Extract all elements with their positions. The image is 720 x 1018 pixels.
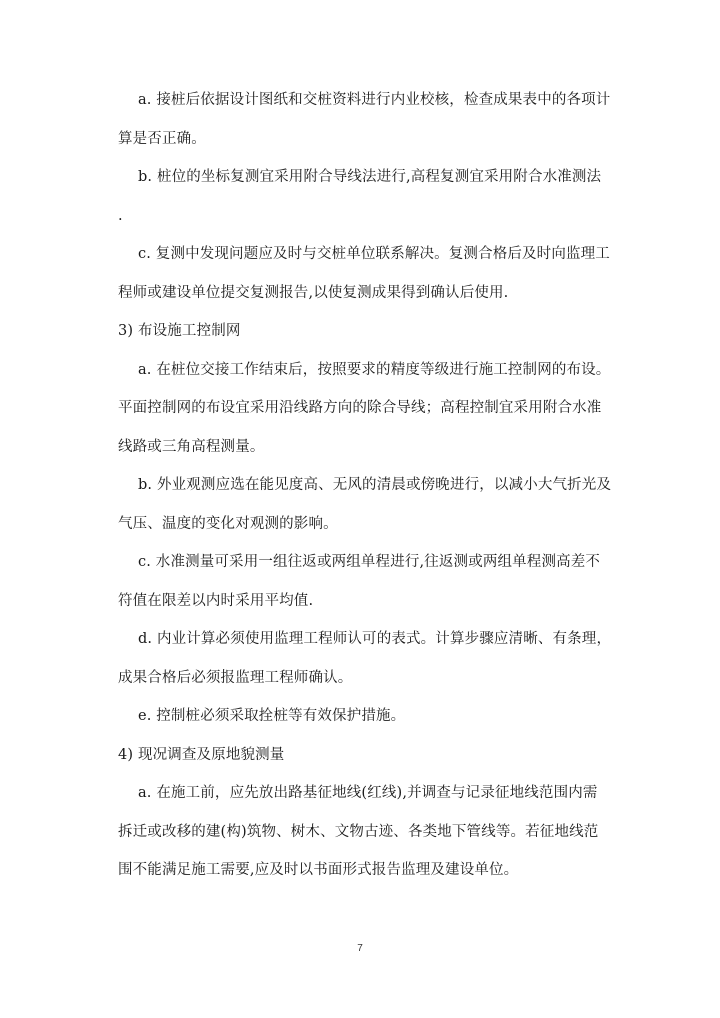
text-line: 平面控制网的布设宜采用沿线路方向的除合导线；高程控制宜采用附合水准 [118,400,602,416]
text-line: 算是否正确。 [118,130,206,147]
text-line: 符值在限差以内时采用平均值. [118,592,314,609]
text-line: 线路或三角高程测量。 [118,438,265,455]
text-line: b. 外业观测应选在能见度高、无风的清晨或傍晚进行，以减小大气折光及 [138,477,612,493]
page-number: 7 [357,943,363,954]
text-line: a. 接桩后依据设计图纸和交桩资料进行内业校核，检查成果表中的各项计 [138,92,611,108]
section-heading: 4) 现况调查及原地貌测量 [118,746,285,763]
text-line: e. 控制桩必须采取拴桩等有效保护措施。 [138,708,406,724]
text-line: 拆迁或改移的建(构)筑物、树木、文物古迹、各类地下管线等。若征地线范 [118,823,599,840]
text-line: a. 在施工前，应先放出路基征地线(红线),并调查与记录征地线范围内需 [138,785,598,801]
text-line: 气压、温度的变化对观测的影响。 [118,515,338,532]
document-body [118,90,618,899]
section-heading: 3) 布设施工控制网 [118,323,241,339]
text-line: c. 水准测量可采用一组往返或两组单程进行,往返测或两组单程测高差不 [138,554,601,570]
text-line: c. 复测中发现问题应及时与交桩单位联系解决。复测合格后及时向监理工 [138,246,610,262]
text-line: 成果合格后必须报监理工程师确认。 [118,669,353,686]
text-line: a. 在桩位交接工作结束后，按照要求的精度等级进行施工控制网的布设。 [138,361,611,378]
text-line: b. 桩位的坐标复测宜采用附合导线法进行,高程复测宜采用附合水准测法 [138,169,602,185]
text-line: 程师或建设单位提交复测报告,以使复测成果得到确认后使用. [118,284,509,301]
text-line: 围不能满足施工需要,应及时以书面形式报告监理及建设单位。 [118,862,519,878]
text-line: . [118,207,123,224]
text-line: d. 内业计算必须使用监理工程师认可的表式。计算步骤应清晰、有条理， [138,631,612,647]
